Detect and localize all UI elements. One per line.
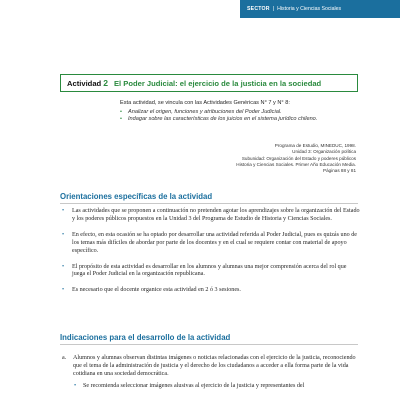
activity-title-box	[60, 74, 358, 92]
activity-title: El Poder Judicial: el ejercicio de la justicia en la sociedad	[113, 78, 322, 88]
source-line: Subunidad: Organización del Estado y poderes públicos	[241, 155, 356, 161]
activity-number: 2	[103, 78, 108, 88]
bullet-icon: •	[62, 287, 65, 294]
bullet-icon: •	[62, 263, 65, 270]
bullet-icon: •	[74, 382, 77, 389]
source-line: Páginas 88 y 81	[323, 168, 356, 174]
source-reference	[156, 143, 356, 174]
source-line: Programa de Estudio, MINEDUC, 1998.	[274, 143, 356, 148]
indicaciones-item: a. Alumnos y alumnas observan distintas imágenes o noticias relacionadas con el ejercicio de la justicia, reconociendo que el tema de la administración de justicia y el derecho de los ciudadanos a acceder a ella forma parte de la vida cotidiana en una sociedad democrática.	[62, 355, 356, 377]
source-line: Unidad 3: Organización política	[292, 149, 356, 155]
indicaciones-subitem: • Se recomienda seleccionar imágenes alusivas al ejercicio de la justicia y representantes del	[74, 382, 305, 389]
orientaciones-item: • Las actividades que se proponen a continuación no pretenden agotar los aprendizajes sobre la organización del Estado y los poderes públicos propuestos en la Unidad 3 del Programa de Estudio de Historia y Ciencias Sociales.	[62, 208, 360, 222]
sector-tab	[240, 0, 400, 18]
activity-word: Actividad	[67, 78, 102, 88]
item-marker: a.	[62, 355, 67, 361]
source-line: Historia y Ciencias Sociales. Primer Año Educación Media.	[236, 161, 356, 167]
bullet-icon: •	[120, 108, 122, 115]
intro-item: • Analizar el origen, funciones y atribuciones del Poder Judicial.	[120, 108, 282, 115]
bullet-icon: •	[120, 116, 122, 123]
bullet-icon: •	[62, 208, 65, 214]
orientaciones-list	[60, 208, 360, 303]
indicaciones-heading: Indicaciones para el desarrollo de la actividad	[60, 333, 231, 342]
orientaciones-item: • En efecto, en esta ocasión se ha optado por desarrollar una actividad referida al Poder Judicial, pues es quizás uno de los temas más difíciles de abordar por parte de los docentes y en el cual se requiere contar con material de apoyo específico.	[62, 231, 357, 254]
indicaciones-section	[60, 355, 360, 391]
sector-separator: |	[272, 6, 275, 12]
sector-name: Historia y Ciencias Sociales	[277, 6, 342, 12]
orientaciones-heading: Orientaciones específicas de la actividad	[60, 192, 213, 201]
orientaciones-item: • Es necesario que el docente organice esta actividad en 2 ó 3 sesiones.	[62, 287, 241, 294]
sector-label: SECTOR	[247, 6, 270, 12]
intro-text: Esta actividad, se vincula con las Actividades Genéricas N° 7 y N° 8:	[120, 100, 290, 106]
intro-list	[120, 109, 340, 124]
heading-divider	[60, 203, 358, 204]
activity-intro	[120, 100, 340, 124]
heading-divider	[60, 344, 358, 345]
page-header	[0, 0, 400, 22]
intro-item: • Indagar sobre las características de los juicios en el sistema jurídico chileno.	[120, 116, 318, 123]
orientaciones-item: • El propósito de esta actividad es desarrollar en los alumnos y alumnas una mejor comprensión acerca del rol que juega el Poder Judicial en la organización republicana.	[62, 263, 347, 278]
bullet-icon: •	[62, 231, 65, 238]
